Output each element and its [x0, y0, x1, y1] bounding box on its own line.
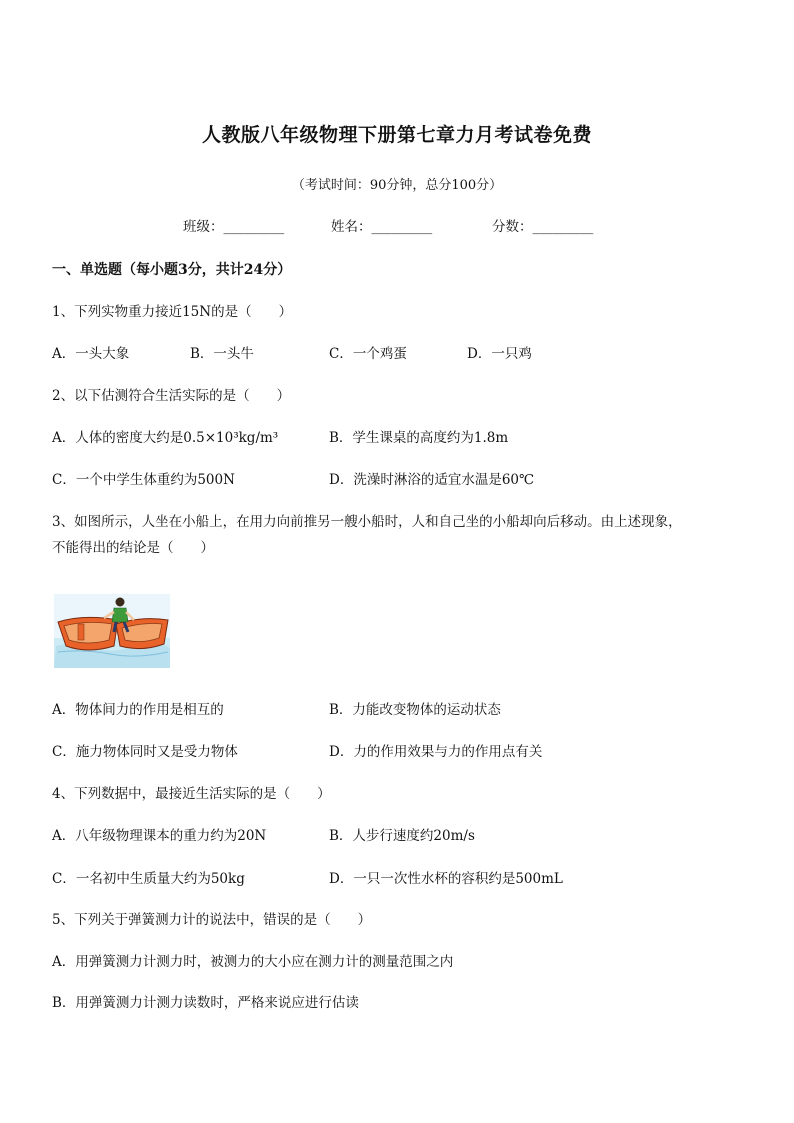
q2-option-a[interactable]: A．人体的密度大约是0.5×10³kg/m³	[52, 430, 279, 446]
question-2-stem: 2、以下估测符合生活实际的是（ ）	[52, 388, 291, 404]
q2-option-b[interactable]: B．学生课桌的高度约为1.8m	[329, 430, 509, 446]
q3-option-b[interactable]: B．力能改变物体的运动状态	[329, 702, 501, 718]
question-1-stem: 1、下列实物重力接近15N的是（ ）	[52, 304, 293, 320]
question-3-stem-line1: 3、如图所示，人坐在小船上，在用力向前推另一艘小船时，人和自己坐的小船却向后移动。由上述现象，	[52, 514, 682, 530]
q2-option-d[interactable]: D．洗澡时淋浴的适宜水温是60℃	[329, 472, 535, 488]
q1-option-a[interactable]: A．一头大象	[52, 346, 130, 362]
question-3-stem-line2: 不能得出的结论是（ ）	[52, 540, 214, 556]
q3-option-c[interactable]: C．施力物体同时又是受力物体	[52, 744, 238, 760]
q3-option-d[interactable]: D．力的作用效果与力的作用点有关	[329, 744, 543, 760]
q2-option-c[interactable]: C．一个中学生体重约为500N	[52, 472, 235, 488]
question-5-stem: 5、下列关于弹簧测力计的说法中，错误的是（ ）	[52, 912, 372, 928]
boat-illustration	[54, 594, 170, 668]
q1-option-b[interactable]: B．一头牛	[190, 346, 254, 362]
q5-option-b[interactable]: B．用弹簧测力计测力读数时，严格来说应进行估读	[52, 995, 359, 1011]
exam-info: （考试时间：90分钟，总分100分）	[291, 178, 503, 193]
q5-option-a[interactable]: A．用弹簧测力计测力时，被测力的大小应在测力计的测量范围之内	[52, 954, 454, 970]
score-field[interactable]: 分数：_________	[492, 219, 594, 235]
class-field[interactable]: 班级：_________	[183, 219, 285, 235]
q4-option-c[interactable]: C．一名初中生质量大约为50kg	[52, 871, 245, 887]
q3-option-a[interactable]: A．物体间力的作用是相互的	[52, 702, 224, 718]
q1-option-c[interactable]: C．一个鸡蛋	[329, 346, 407, 362]
page-title: 人教版八年级物理下册第七章力月考试卷免费	[201, 124, 592, 146]
q4-option-d[interactable]: D．一只一次性水杯的容积约是500mL	[329, 871, 563, 887]
section-heading: 一、单选题（每小题3分，共计24分）	[52, 262, 292, 278]
q1-option-d[interactable]: D．一只鸡	[467, 346, 532, 362]
question-4-stem: 4、下列数据中，最接近生活实际的是（ ）	[52, 786, 331, 802]
q4-option-b[interactable]: B．人步行速度约20m/s	[329, 828, 475, 844]
q4-option-a[interactable]: A．八年级物理课本的重力约为20N	[52, 828, 267, 844]
name-field[interactable]: 姓名：_________	[331, 219, 433, 235]
